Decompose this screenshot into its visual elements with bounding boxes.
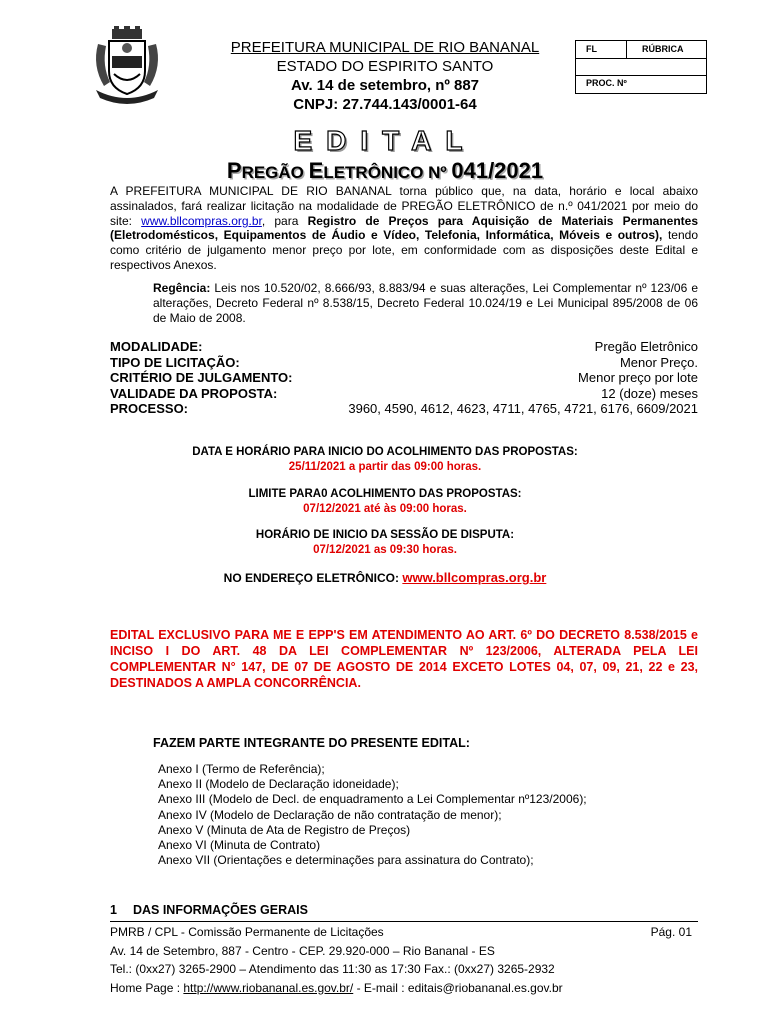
stamp-proc-label: PROC. Nº	[586, 78, 627, 88]
schedule-start: DATA E HORÁRIO PARA INICIO DO ACOLHIMENTO DAS PROPOSTAS: 25/11/2021 a partir das 09:00 horas.	[0, 445, 770, 475]
info-row-processo: PROCESSO: 3960, 4590, 4612, 4623, 4711, 4765, 4721, 6176, 6609/2021	[110, 401, 698, 416]
schedule-address: NO ENDEREÇO ELETRÔNICO: www.bllcompras.org.br	[223, 570, 547, 585]
municipal-crest-logo	[92, 26, 162, 104]
annex-item: Anexo I (Termo de Referência);	[158, 762, 325, 776]
annex-item: Anexo V (Minuta de Ata de Registro de Preços)	[158, 822, 411, 837]
limit-datetime: 07/12/2021 até às 09:00 horas.	[303, 503, 467, 515]
section-1-heading: 1 DAS INFORMAÇÕES GERAIS	[110, 903, 308, 917]
regencia-paragraph: Regência: Leis nos 10.520/02, 8.666/93, 8.883/94 e suas alterações, Lei Complementar nº 123/06 e alterações, Decreto Federal nº 8.538/15, Decreto Federal 10.024/19 e Lei Municipal 895/2008 de 06 de Maio de 2008.	[153, 281, 698, 325]
stamp-fl-label: FL	[586, 44, 597, 54]
footer-address: Av. 14 de Setembro, 887 - Centro - CEP. 29.920-000 – Rio Bananal - ES	[110, 943, 495, 958]
schedule-limit: LIMITE PARA0 ACOLHIMENTO DAS PROPOSTAS: 07/12/2021 até às 09:00 horas.	[0, 487, 770, 517]
exclusive-notice: EDITAL EXCLUSIVO PARA ME E EPP'S EM ATENDIMENTO AO ART. 6º DO DECRETO 8.538/2015 e INCISO I DO ART. 48 DA LEI COMPLEMENTAR Nº 123/2006, ALTERADA PELA LEI COMPLEMENTAR N° 147, DE 07 DE AGOSTO DE 2014 EXCETO LOTES 04, 07, 09, 21, 22 e 23, DESTINADOS A AMPLA CONCORRÊNCIA.	[110, 628, 698, 690]
municipality-title: PREFEITURA MUNICIPAL DE RIO BANANAL	[230, 39, 540, 56]
bid-info-table	[110, 339, 698, 417]
page-stamp-box	[575, 40, 707, 94]
annex-item: Anexo II (Modelo de Declaração idoneidade);	[158, 777, 399, 792]
footer-phone: Tel.: (0xx27) 3265-2900 – Atendimento das 11:30 as 17:30 Fax.: (0xx27) 3265-2932	[110, 962, 555, 976]
municipality-cnpj: CNPJ: 27.744.143/0001-64	[293, 96, 477, 113]
annex-item: Anexo VII (Orientações e determinações para assinatura do Contrato);	[158, 853, 534, 868]
annex-item: Anexo IV (Modelo de Declaração de não contratação de menor);	[158, 807, 502, 822]
annex-item: Anexo VI (Minuta de Contrato)	[158, 838, 321, 853]
stamp-rubrica-label: RÚBRICA	[642, 44, 684, 54]
session-datetime: 07/12/2021 as 09:30 horas.	[313, 544, 457, 556]
schedule-session: HORÁRIO DE INICIO DA SESSÃO DE DISPUTA: 07/12/2021 as 09:30 horas.	[0, 528, 770, 558]
bllcompras-link[interactable]: www.bllcompras.org.br	[141, 213, 262, 228]
info-row-modalidade: MODALIDADE: Pregão Eletrônico	[110, 339, 698, 354]
info-row-criterio: CRITÉRIO DE JULGAMENTO: Menor preço por lote	[110, 370, 698, 385]
annex-item: Anexo III (Modelo de Decl. de enquadramento a Lei Complementar nº123/2006);	[158, 792, 587, 807]
footer-email: - E-mail : editais@riobananal.es.gov.br	[353, 980, 563, 995]
annexes-title: FAZEM PARTE INTEGRANTE DO PRESENTE EDITAL:	[153, 736, 470, 750]
bid-object: Registro de Preços para Aquisição de Materiais Permanentes (Eletrodomésticos, Equipamentos de Áudio e Vídeo, Telefonia, Informática, Móveis e outros),	[110, 213, 699, 243]
edital-title: EDITAL	[293, 125, 477, 156]
pregao-title: PREGÃO ELETRÔNICO Nº 041/2021	[226, 158, 544, 183]
info-row-validade: VALIDADE DA PROPOSTA: 12 (doze) meses	[110, 385, 698, 401]
footer-commission: PMRB / CPL - Comissão Permanente de Licitações	[110, 925, 384, 939]
info-row-tipo: TIPO DE LICITAÇÃO: Menor Preço.	[110, 354, 698, 370]
intro-paragraph: A PREFEITURA MUNICIPAL DE RIO BANANAL torna público que, na data, horário e local abaixo assinalados, fará realizar licitação na modalidade de PREGÃO ELETRÔNICO de n.º 041/2021 por meio do site: www.bllcompras.org.br, para Registro de Preços para Aquisição de Materiais Permanentes (Eletrodomésticos, Equipamentos de Áudio e Vídeo, Telefonia, Informática, Móveis e outros), tendo como critério de julgamento menor preço por lote, em conformidade com as disposições deste Edital e respectivos Anexos.	[110, 184, 699, 272]
annexes-list	[158, 762, 587, 868]
header-block	[180, 38, 590, 114]
state-name: ESTADO DO ESPIRITO SANTO	[276, 58, 494, 75]
start-datetime: 25/11/2021 a partir das 09:00 horas.	[288, 461, 482, 473]
page-footer	[110, 923, 698, 997]
homepage-link[interactable]: http://www.riobananal.es.gov.br/	[183, 980, 354, 995]
page-number: Pág. 01	[650, 925, 692, 939]
footer-divider	[110, 921, 698, 922]
pregao-number: 041/2021	[451, 158, 544, 183]
municipality-address: Av. 14 de setembro, nº 887	[290, 77, 480, 94]
footer-web: Home Page : http://www.riobananal.es.gov.br/ - E-mail : editais@riobananal.es.gov.br	[110, 980, 563, 995]
bllcompras-address-link[interactable]: www.bllcompras.org.br	[402, 570, 547, 585]
